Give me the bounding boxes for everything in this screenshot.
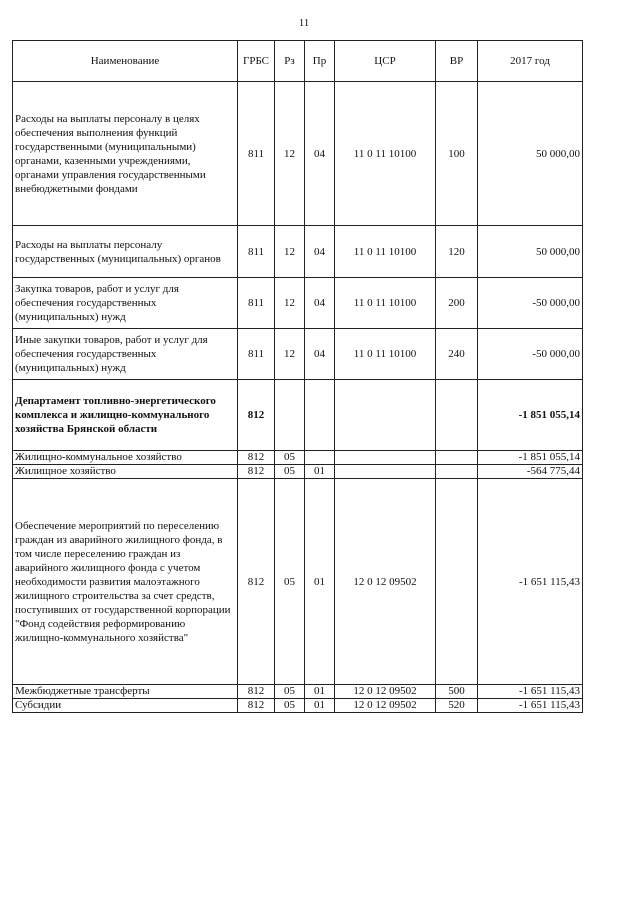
row-name: Субсидии — [13, 699, 238, 713]
table-row — [13, 226, 583, 278]
row-amount: 50 000,00 — [478, 226, 583, 278]
header-pr: Пр — [305, 41, 335, 82]
row-csr — [335, 380, 436, 451]
row-csr: 11 0 11 10100 — [335, 278, 436, 329]
row-pr — [305, 451, 335, 465]
row-vr — [436, 380, 478, 451]
row-pr: 04 — [305, 278, 335, 329]
row-grbs: 812 — [238, 685, 275, 699]
row-amount: 50 000,00 — [478, 82, 583, 226]
row-name: Закупка товаров, работ и услуг для обеспечения государственных (муниципальных) нужд — [13, 278, 238, 329]
row-grbs: 811 — [238, 226, 275, 278]
row-pr: 04 — [305, 226, 335, 278]
row-grbs: 811 — [238, 82, 275, 226]
table-row — [13, 329, 583, 380]
row-rz: 12 — [275, 329, 305, 380]
row-amount: -564 775,44 — [478, 465, 583, 479]
table-row — [13, 82, 583, 226]
table-row — [13, 278, 583, 329]
row-rz: 05 — [275, 451, 305, 465]
row-vr — [436, 465, 478, 479]
row-amount: -1 851 055,14 — [478, 380, 583, 451]
row-vr: 500 — [436, 685, 478, 699]
row-rz: 05 — [275, 685, 305, 699]
row-rz: 12 — [275, 226, 305, 278]
row-name: Расходы на выплаты персоналу государственных (муниципальных) органов — [13, 226, 238, 278]
row-grbs: 812 — [238, 699, 275, 713]
budget-table — [12, 40, 583, 713]
row-pr: 01 — [305, 685, 335, 699]
row-pr: 04 — [305, 329, 335, 380]
row-csr: 12 0 12 09502 — [335, 685, 436, 699]
row-rz: 12 — [275, 278, 305, 329]
row-amount: -50 000,00 — [478, 278, 583, 329]
row-grbs: 811 — [238, 329, 275, 380]
row-pr: 01 — [305, 699, 335, 713]
row-name: Обеспечение мероприятий по переселению граждан из аварийного жилищного фонда, в том числе переселению граждан из аварийного жилищного фонда с учетом необходимости развития малоэтажного жилищного строительства за счет средств, поступивших от государственной корпорации "Фонд содействия реформированию жилищно-коммунального хозяйства" — [13, 479, 238, 685]
header-name: Наименование — [13, 41, 238, 82]
row-rz — [275, 380, 305, 451]
header-row — [13, 41, 583, 82]
table-row — [13, 479, 583, 685]
table-row — [13, 699, 583, 713]
row-name: Жилищное хозяйство — [13, 465, 238, 479]
row-grbs: 812 — [238, 380, 275, 451]
row-name: Расходы на выплаты персоналу в целях обеспечения выполнения функций государственными (муниципальными) органами, казенными учреждениями, органами управления государственными внебюджетными фондами — [13, 82, 238, 226]
table-row — [13, 685, 583, 699]
row-name: Межбюджетные трансферты — [13, 685, 238, 699]
row-grbs: 812 — [238, 479, 275, 685]
row-vr: 120 — [436, 226, 478, 278]
row-csr: 11 0 11 10100 — [335, 226, 436, 278]
row-pr — [305, 380, 335, 451]
row-grbs: 812 — [238, 465, 275, 479]
row-rz: 05 — [275, 479, 305, 685]
row-rz: 05 — [275, 465, 305, 479]
row-amount: -1 851 055,14 — [478, 451, 583, 465]
row-csr — [335, 465, 436, 479]
page-number: 11 — [298, 17, 310, 29]
header-csr: ЦСР — [335, 41, 436, 82]
header-vr: ВР — [436, 41, 478, 82]
row-grbs: 812 — [238, 451, 275, 465]
row-grbs: 811 — [238, 278, 275, 329]
row-vr: 520 — [436, 699, 478, 713]
row-amount: -1 651 115,43 — [478, 699, 583, 713]
row-amount: -1 651 115,43 — [478, 685, 583, 699]
row-csr: 11 0 11 10100 — [335, 82, 436, 226]
row-pr: 01 — [305, 479, 335, 685]
table-row — [13, 465, 583, 479]
row-vr — [436, 479, 478, 685]
row-vr — [436, 451, 478, 465]
row-pr: 04 — [305, 82, 335, 226]
row-name: Жилищно-коммунальное хозяйство — [13, 451, 238, 465]
row-rz: 05 — [275, 699, 305, 713]
table-row — [13, 451, 583, 465]
row-rz: 12 — [275, 82, 305, 226]
row-amount: -1 651 115,43 — [478, 479, 583, 685]
row-name: Департамент топливно-энергетического комплекса и жилищно-коммунального хозяйства Брянской области — [13, 380, 238, 451]
header-rz: Рз — [275, 41, 305, 82]
row-name: Иные закупки товаров, работ и услуг для обеспечения государственных (муниципальных) нужд — [13, 329, 238, 380]
row-csr: 11 0 11 10100 — [335, 329, 436, 380]
row-csr — [335, 451, 436, 465]
row-csr: 12 0 12 09502 — [335, 699, 436, 713]
row-vr: 240 — [436, 329, 478, 380]
row-pr: 01 — [305, 465, 335, 479]
row-csr: 12 0 12 09502 — [335, 479, 436, 685]
row-vr: 100 — [436, 82, 478, 226]
row-vr: 200 — [436, 278, 478, 329]
header-grbs: ГРБС — [238, 41, 275, 82]
table-row-department — [13, 380, 583, 451]
row-amount: -50 000,00 — [478, 329, 583, 380]
header-year: 2017 год — [478, 41, 583, 82]
